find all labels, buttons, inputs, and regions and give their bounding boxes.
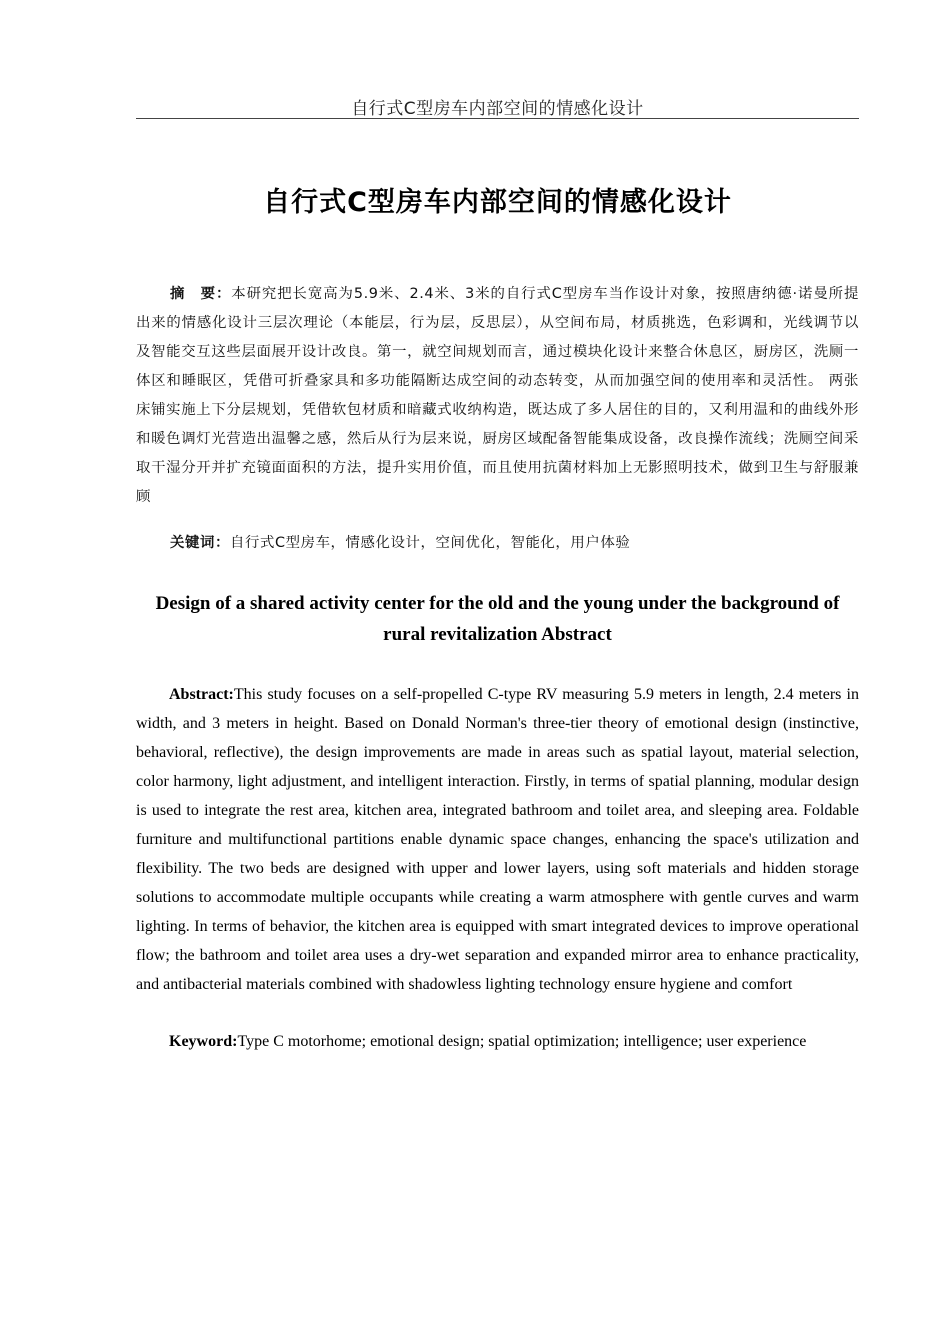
- english-abstract-text: This study focuses on a self-propelled C-type RV measuring 5.9 meters in length, 2.4 meters in width, and 3 meters in height. Based on Donald Norman's three-tier theory of emotional design (instinctive, behavioral, reflective), the design improvements are made in areas such as spatial layout, material selection, color harmony, light adjustment, and intelligent interaction. Firstly, in terms of spatial planning, modular design is used to integrate the rest area, kitchen area, integrated bathroom and toilet area, and sleeping area. Foldable furniture and multifunctional partitions enable dynamic space changes, enhancing the space's utilization and flexibility. The two beds are designed with upper and lower layers, using soft materials and hidden storage solutions to accommodate multiple occupants while creating a warm atmosphere with gentle curves and warm lighting. In terms of behavior, the kitchen area is equipped with smart integrated devices to improve operational flow; the bathroom and toilet area uses a dry-wet separation and expanded mirror area to enhance practicality, and antibacterial materials combined with shadowless lighting technology ensure hygiene and comfort: [136, 686, 859, 993]
- chinese-abstract-text: 本研究把长宽高为5.9米、2.4米、3米的自行式C型房车当作设计对象，按照唐纳德·诺曼所提出来的情感化设计三层次理论（本能层，行为层，反思层），从空间布局，材质挑选，色彩调和，光线调节以及智能交互这些层面展开设计改良。第一，就空间规划而言，通过模块化设计来整合休息区，厨房区，洗厕一体区和睡眠区，凭借可折叠家具和多功能隔断达成空间的动态转变，从而加强空间的使用率和灵活性。 两张床铺实施上下分层规划，凭借软包材质和暗藏式收纳构造，既达成了多人居住的目的，又利用温和的曲线外形和暖色调灯光营造出温馨之感，然后从行为层来说，厨房区域配备智能集成设备，改良操作流线；洗厕空间采取干湿分开并扩充镜面面积的方法，提升实用价值，而且使用抗菌材料加上无影照明技术，做到卫生与舒服兼顾: [136, 286, 859, 505]
- chinese-abstract-label: 摘 要：: [170, 286, 232, 302]
- chinese-title: 自行式C型房车内部空间的情感化设计: [263, 187, 732, 218]
- english-keywords-label: Keyword:: [169, 1033, 238, 1050]
- chinese-keywords-label: 关键词：: [170, 535, 230, 551]
- chinese-abstract: [136, 280, 859, 512]
- chinese-keywords-text: 自行式C型房车，情感化设计，空间优化，智能化，用户体验: [229, 535, 631, 551]
- header-divider: [136, 118, 859, 119]
- chinese-keywords: [170, 530, 859, 556]
- running-header: 自行式C型房车内部空间的情感化设计: [351, 99, 644, 119]
- english-keywords: [169, 1027, 859, 1056]
- english-keywords-text: Type C motorhome; emotional design; spatial optimization; intelligence; user experience: [237, 1033, 807, 1050]
- english-abstract-label: Abstract:: [169, 686, 234, 703]
- english-title: Design of a shared activity center for the old and the young under the background of rural revitalization Abstract: [155, 593, 840, 645]
- english-abstract: [136, 680, 859, 999]
